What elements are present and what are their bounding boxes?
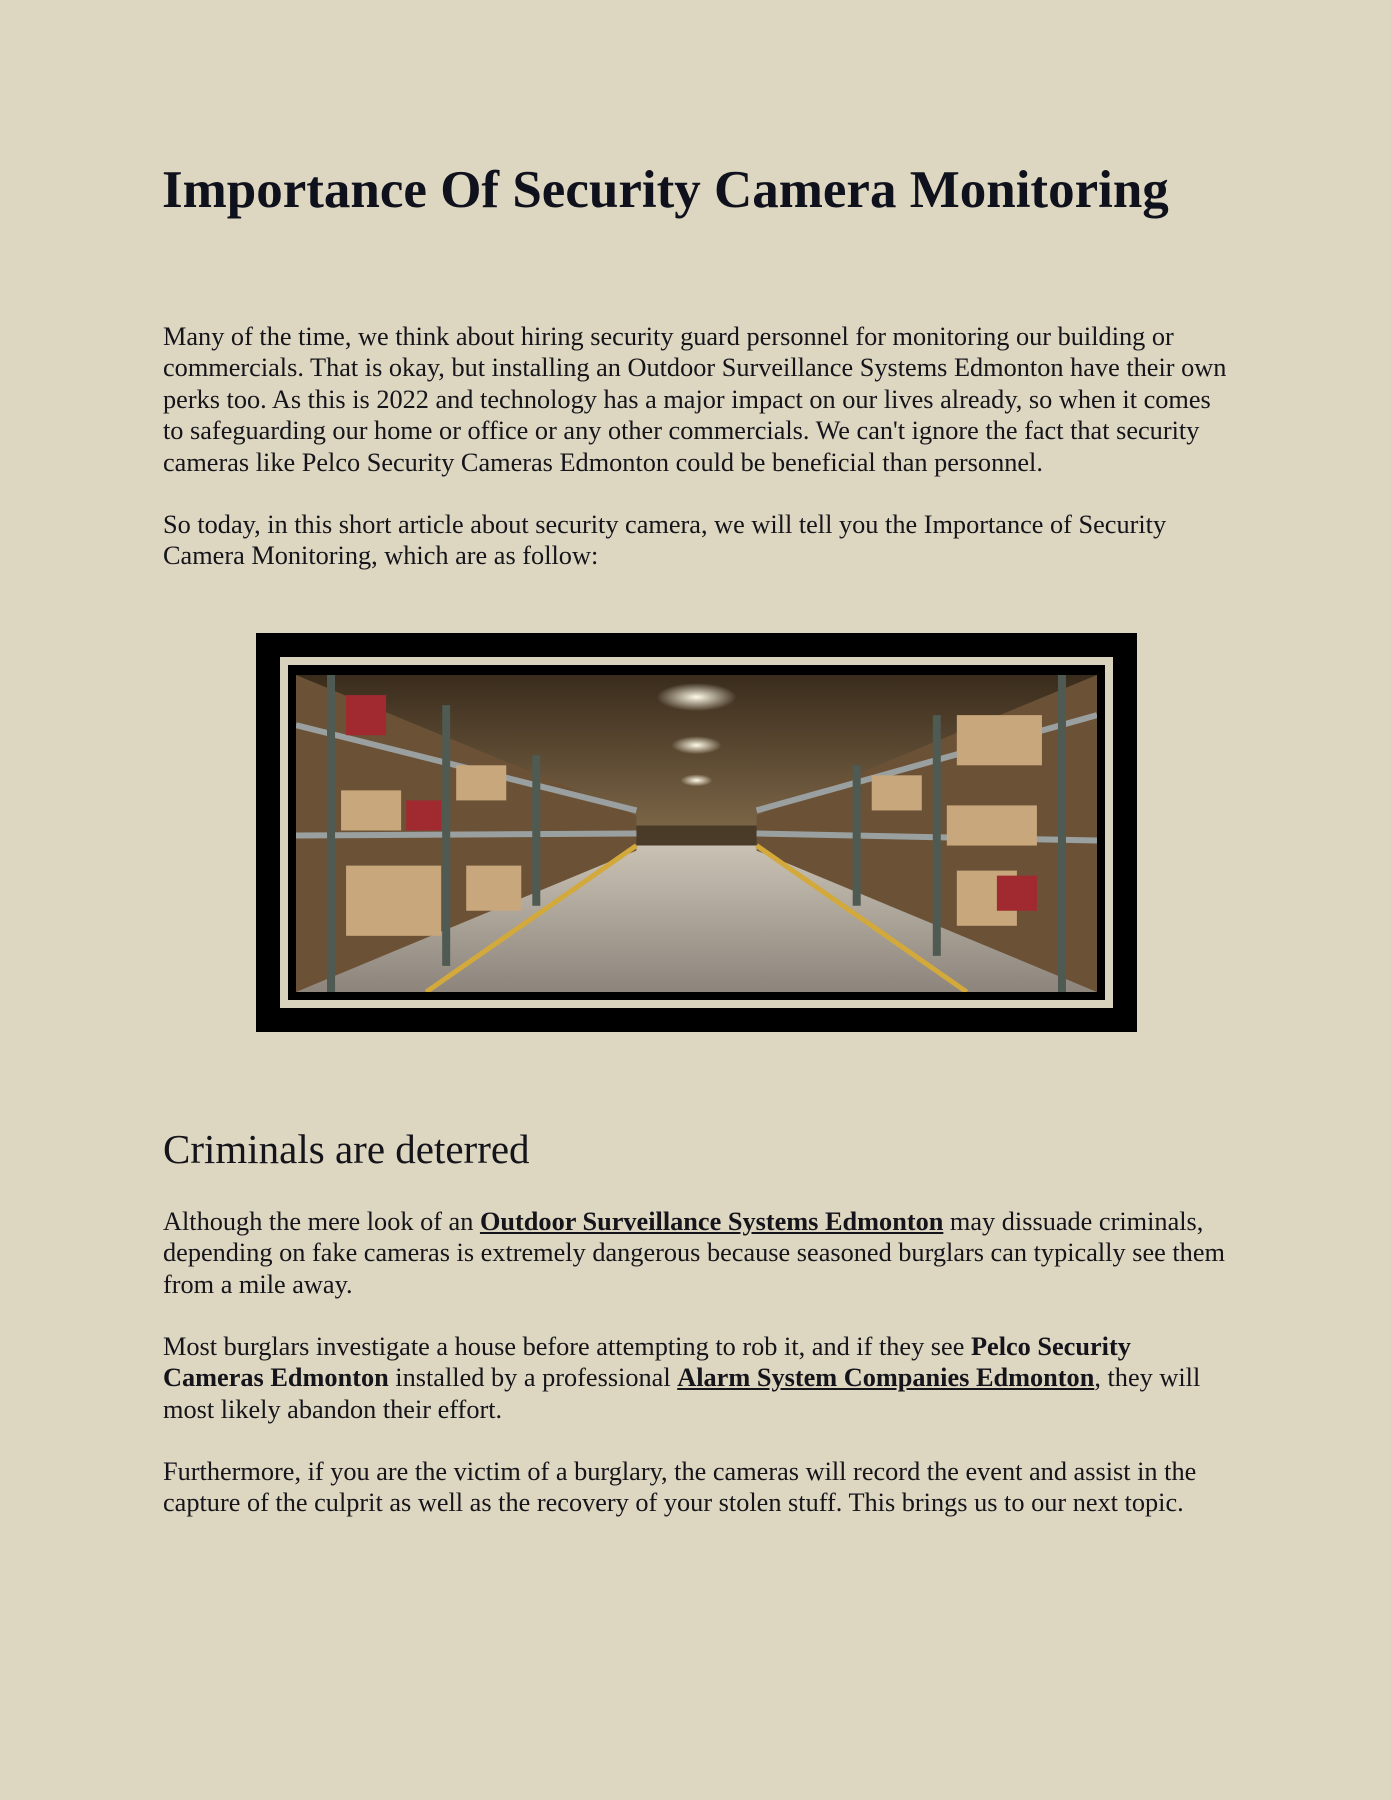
intro-paragraph-2: So today, in this short article about security camera, we will tell you the Importance of Security Camera Monitoring, which are as follow: — [163, 510, 1167, 571]
text: may dissuade criminals, depending on fake cameras is extremely dangerous because seasoned burglars can typically see them from a mile away. — [163, 1207, 1225, 1299]
outdoor-surveillance-link[interactable]: Outdoor Surveillance Systems Edmonton — [479, 1207, 944, 1236]
section-paragraph-2 — [163, 1331, 1228, 1425]
text: installed by a professional — [388, 1363, 678, 1393]
bold-text: Pelco Security Cameras Edmonton — [163, 1332, 1131, 1393]
text: , they will most likely abandon their effort. — [163, 1363, 1201, 1424]
page-title: Importance Of Security Camera Monitoring — [162, 161, 1169, 219]
warehouse-photo — [296, 675, 1097, 992]
alarm-system-link[interactable]: Alarm System Companies Edmonton — [677, 1363, 1095, 1393]
section-heading: Criminals are deterred — [163, 1126, 530, 1172]
section-paragraph-1 — [163, 1206, 1228, 1300]
text: Although the mere look of an — [163, 1207, 480, 1236]
section-paragraph-3: Furthermore, if you are the victim of a burglary, the cameras will record the event and assist in the capture of the culprit as well as the recovery of your stolen stuff. This brings us to our next topic. — [163, 1457, 1197, 1518]
text: Most burglars investigate a house before attempting to rob it, and if they see — [163, 1332, 971, 1361]
intro-paragraph-1: Many of the time, we think about hiring security guard personnel for monitoring our building or commercials. That is okay, but installing an Outdoor Surveillance Systems Edmonton have their own perks too. As this is 2022 and technology has a major impact on our lives already, so when it comes to safeguarding our home or office or any other commercials. We can't ignore the fact that security cameras like Pelco Security Cameras Edmonton could be beneficial than personnel. — [163, 322, 1227, 477]
warehouse-image — [256, 633, 1137, 1032]
